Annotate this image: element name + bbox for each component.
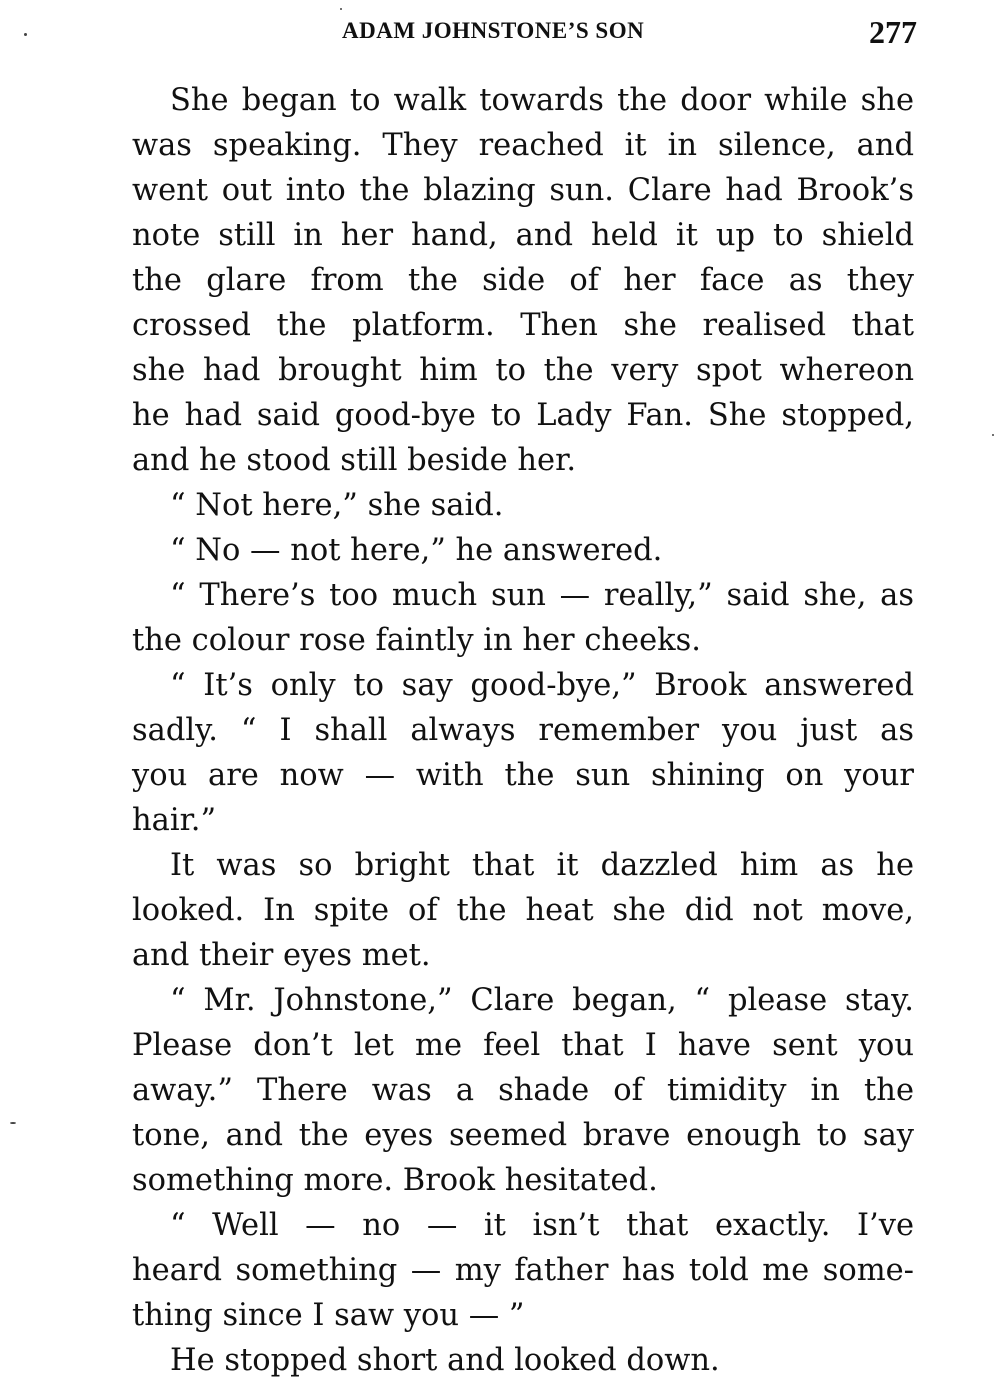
text-line: hair.”	[132, 803, 217, 838]
text-line: was speaking. They reached it in silence, and	[132, 128, 914, 163]
text-line: “ Not here,” she said.	[170, 488, 504, 523]
scan-speck	[24, 33, 27, 36]
page-number: 277	[869, 14, 917, 50]
text-line: and he stood still beside her.	[132, 443, 577, 478]
text-line: tone, and the eyes seemed brave enough to say	[132, 1118, 914, 1153]
text-line: and their eyes met.	[132, 938, 431, 973]
text-line: went out into the blazing sun. Clare had Brook’s	[132, 173, 914, 208]
text-line: “ There’s too much sun — really,” said she, as	[170, 578, 914, 613]
text-line: crossed the platform. Then she realised that	[132, 308, 914, 343]
text-line: looked. In spite of the heat she did not move,	[132, 893, 914, 928]
running-title: ADAM JOHNSTONE’S SON	[342, 18, 645, 43]
text-line: “ Well — no — it isn’t that exactly. I’ve	[170, 1208, 914, 1243]
text-line: sadly. “ I shall always remember you just as	[132, 713, 914, 748]
text-line: something more. Brook hesitated.	[132, 1163, 658, 1198]
text-line: the glare from the side of her face as they	[132, 263, 914, 298]
text-line: She began to walk towards the door while she	[170, 83, 914, 118]
scan-speck	[340, 8, 342, 10]
text-line: you are now — with the sun shining on your	[132, 758, 914, 793]
text-line: “ It’s only to say good-bye,” Brook answered	[170, 668, 914, 703]
running-head	[132, 14, 917, 54]
text-line: He stopped short and looked down.	[170, 1343, 720, 1378]
text-line: away.” There was a shade of timidity in the	[132, 1073, 914, 1108]
text-line: “ Mr. Johnstone,” Clare began, “ please stay.	[170, 983, 914, 1018]
text-line: heard something — my father has told me some-	[132, 1253, 914, 1288]
text-line: It was so bright that it dazzled him as he	[170, 848, 914, 883]
text-line: thing since I saw you — ”	[132, 1298, 525, 1333]
text-line: he had said good-bye to Lady Fan. She stopped,	[132, 398, 914, 433]
text-line: the colour rose faintly in her cheeks.	[132, 623, 701, 658]
scan-speck	[10, 1122, 16, 1124]
text-line: “ No — not here,” he answered.	[170, 533, 663, 568]
text-line: note still in her hand, and held it up to shield	[132, 218, 914, 253]
scan-speck	[992, 434, 994, 436]
text-line: she had brought him to the very spot whereon	[132, 353, 914, 388]
text-line: Please don’t let me feel that I have sent you	[132, 1028, 914, 1063]
